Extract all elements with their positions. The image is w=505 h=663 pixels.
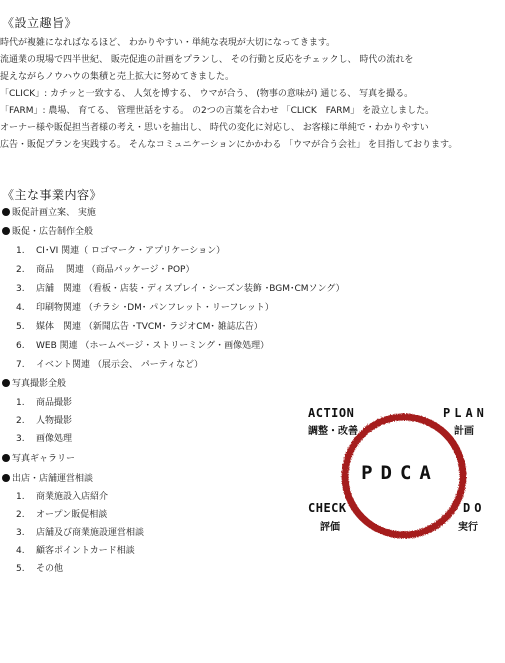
action-caption: 調整・改善 [308, 426, 358, 437]
item-text: 顧客ポイントカード相談 [36, 546, 135, 556]
item-number: 4. [16, 303, 25, 313]
item-text: 人物撮影 [36, 416, 73, 426]
purpose-paragraph [0, 35, 505, 154]
action-label: ACTION [308, 406, 355, 420]
business-category [2, 224, 93, 240]
business-category [2, 205, 96, 221]
business-heading: 《主な事業内容》 [2, 188, 103, 202]
purpose-line: オーナー様や販促担当者様の考え・思いを抽出し、 時代の変化に対応し、 お客様に単純で・わかりやすい [0, 123, 429, 133]
list-item [16, 300, 274, 316]
item-number: 1. [16, 246, 25, 256]
item-text: 店舗及び商業施設運営相談 [36, 528, 145, 538]
category-label: 販促・広告制作全般 [12, 227, 94, 237]
item-text: CI･VI 関連（ ロゴマーク・アプリケーション） [36, 246, 226, 256]
purpose-line: 時代が複雑になればなるほど、 わかりやすい・単純な表現が大切になってきます。 [0, 38, 336, 48]
item-number: 3. [16, 284, 25, 294]
list-item [16, 413, 72, 429]
list-item [16, 489, 108, 505]
category-label: 販促計画立案、 実施 [12, 208, 96, 218]
business-category [2, 376, 66, 392]
bullet-icon [2, 454, 10, 462]
list-item [16, 507, 107, 523]
item-number: 7. [16, 360, 25, 370]
category-label: 写真ギャラリー [12, 454, 76, 464]
bullet-icon [2, 379, 10, 387]
item-number: 2. [16, 416, 25, 426]
item-text: 画像処理 [36, 434, 73, 444]
item-number: 1. [16, 398, 25, 408]
item-text: その他 [36, 564, 64, 574]
pdca-title: PDCA [361, 462, 439, 484]
item-text: イベント関連 （展示会、 パーティなど） [36, 360, 204, 370]
purpose-line: 捉えながらノウハウの集積と売上拡大に努めてきました。 [0, 72, 235, 82]
bullet-icon [2, 227, 10, 235]
list-item [16, 319, 263, 335]
pdca-ring-brush [356, 417, 450, 444]
purpose-line: 流通業の現場で四半世紀、 販売促進の計画をプランし、 その行動と反応をチェックし、 時代の流れを [0, 55, 414, 65]
bullet-icon [2, 208, 10, 216]
item-number: 2. [16, 510, 25, 520]
list-item [16, 431, 72, 447]
list-item [16, 543, 135, 559]
bullet-icon [2, 474, 10, 482]
do-label: DO [463, 501, 486, 515]
purpose-line: 「FARM」: 農場、 育てる、 管理世話をする。 の2つの言葉を合わせ 「CLICK FARM」 を設立しました。 [0, 106, 435, 116]
item-number: 6. [16, 341, 25, 351]
purpose-line: 広告・販促プランを実践する。 そんなコミュニケーションにかかわる 「ウマが合う会社」 を目指しております。 [0, 140, 458, 150]
item-text: 商業施設入店紹介 [36, 492, 109, 502]
plan-caption: 計画 [454, 426, 474, 437]
item-number: 5. [16, 322, 25, 332]
item-number: 5. [16, 564, 25, 574]
item-text: 商品撮影 [36, 398, 73, 408]
business-category [2, 471, 93, 487]
list-item [16, 338, 269, 354]
item-text: オープン販促相談 [36, 510, 108, 520]
purpose-line: 「CLICK」: カチッと一致する、 人気を博する、 ウマが合う、 (物事の意味が) 通じる、 写真を撮る。 [0, 89, 414, 99]
list-item [16, 561, 63, 577]
item-number: 3. [16, 528, 25, 538]
list-item [16, 262, 194, 278]
business-category [2, 451, 75, 467]
item-text: 媒体 関連 （新聞広告 ･TVCM･ ラジオCM･ 雑誌広告） [36, 322, 263, 332]
list-item [16, 525, 144, 541]
category-label: 出店・店舗運営相談 [12, 474, 94, 484]
item-text: 商品 関連 （商品パッケージ・POP） [36, 265, 195, 275]
item-text: 店舗 関連 （看板・店装・ディスプレイ・シーズン装飾 ･BGM･CMソング） [36, 284, 345, 294]
list-item [16, 357, 203, 373]
item-number: 2. [16, 265, 25, 275]
item-text: 印刷物関連 （チラシ ･DM･ パンフレット・リーフレット） [36, 303, 274, 313]
item-text: WEB 関連 （ホームページ・ストリーミング・画像処理） [36, 341, 270, 351]
item-number: 4. [16, 546, 25, 556]
list-item [16, 395, 72, 411]
item-number: 3. [16, 434, 25, 444]
list-item [16, 243, 225, 259]
pdca-diagram [300, 400, 500, 550]
do-caption: 実行 [458, 522, 478, 533]
check-label: CHECK [308, 501, 347, 515]
plan-label: PLAN [443, 406, 488, 420]
purpose-heading: 《設立趣旨》 [2, 16, 78, 30]
item-number: 1. [16, 492, 25, 502]
check-caption: 評価 [320, 522, 340, 533]
category-label: 写真撮影全般 [12, 379, 67, 389]
list-item [16, 281, 345, 297]
